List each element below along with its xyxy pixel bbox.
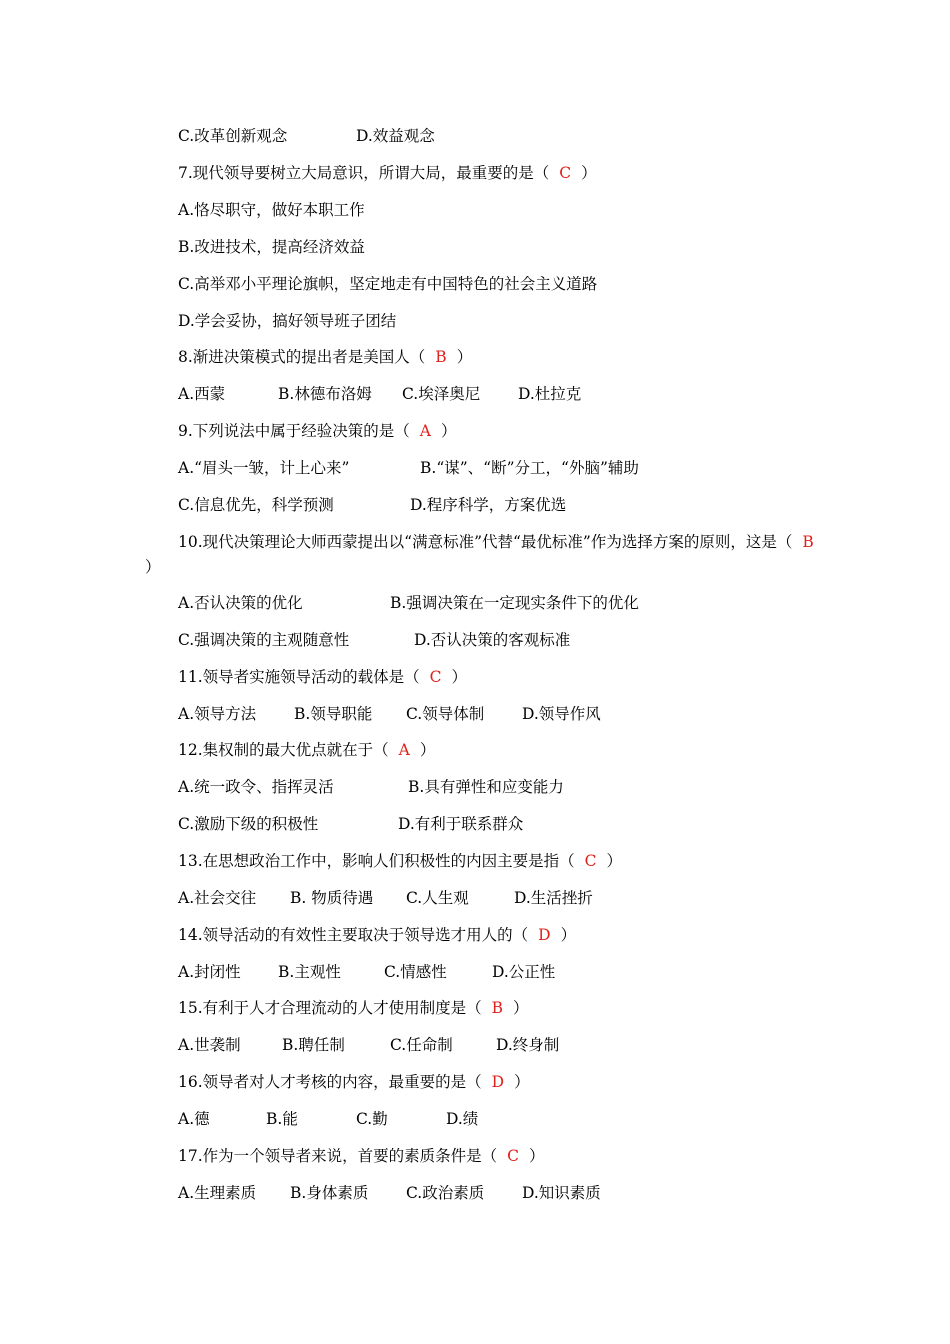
question-close-paren: ） — [145, 558, 161, 576]
question-close-paren: ） — [456, 348, 473, 366]
answer-letter: B — [802, 533, 814, 551]
question-close-paren: ） — [514, 1073, 530, 1091]
question-line — [178, 997, 529, 1019]
answer-letter: A — [419, 422, 431, 440]
option-text: B.“谋”、“断”分工，“外脑”辅助 — [420, 459, 639, 477]
option-text: A.恪尽职守，做好本职工作 — [178, 201, 365, 219]
option-text: A.封闭性 — [178, 963, 241, 981]
option-text: C.政治素质 — [406, 1184, 485, 1202]
answer-letter: C — [429, 668, 442, 686]
question-line — [178, 420, 457, 442]
option-text: C.强调决策的主观随意性 — [178, 631, 350, 649]
option-text: C.领导体制 — [406, 705, 485, 723]
question-text: 15.有利于人才合理流动的人才使用制度是（ — [178, 999, 482, 1017]
question-text: 11.领导者实施领导活动的载体是（ — [178, 668, 420, 686]
question-text: 7.现代领导要树立大局意识，所谓大局，最重要的是（ — [178, 164, 550, 182]
option-text: D.杜拉克 — [518, 385, 582, 403]
question-close-paren: ） — [419, 741, 436, 759]
answer-letter: D — [491, 1073, 505, 1091]
question-line — [178, 739, 435, 761]
option-text: A.“眉头一皱，计上心来” — [178, 459, 350, 477]
answer-letter: C — [559, 164, 572, 182]
question-line — [178, 924, 576, 946]
answer-letter: D — [538, 926, 551, 944]
answer-letter: B — [491, 999, 504, 1017]
option-text: B.改进技术，提高经济效益 — [178, 238, 365, 256]
option-text: B.能 — [266, 1110, 298, 1128]
option-text: C.情感性 — [384, 963, 447, 981]
option-text: D.有利于联系群众 — [398, 815, 524, 833]
option-text: A.西蒙 — [178, 385, 226, 403]
option-text: B.主观性 — [278, 963, 341, 981]
question-close-paren: ） — [606, 852, 623, 870]
option-text: D.绩 — [446, 1110, 479, 1128]
option-text: C.高举邓小平理论旗帜，坚定地走有中国特色的社会主义道路 — [178, 275, 598, 293]
option-text: C.改革创新观念 — [178, 127, 288, 145]
option-text: B.身体素质 — [290, 1184, 369, 1202]
question-text: 13.在思想政治工作中，影响人们积极性的内因主要是指（ — [178, 852, 575, 870]
answer-letter: C — [584, 852, 597, 870]
question-line — [178, 162, 597, 184]
option-text: D.学会妥协，搞好领导班子团结 — [178, 312, 397, 330]
question-text: 8.渐进决策模式的提出者是美国人（ — [178, 348, 426, 366]
option-text: B.聘任制 — [282, 1036, 345, 1054]
option-text: B.领导职能 — [294, 705, 373, 723]
question-line — [178, 346, 472, 368]
option-text: A.世袭制 — [178, 1036, 241, 1054]
answer-letter: C — [507, 1147, 520, 1165]
option-text: C.任命制 — [390, 1036, 453, 1054]
question-close-paren: ） — [451, 668, 468, 686]
question-close-paren: ） — [441, 422, 457, 440]
option-text: D.领导作风 — [522, 705, 601, 723]
question-close-paren: ） — [560, 926, 577, 944]
question-close-paren: ） — [581, 164, 597, 182]
option-text: D.终身制 — [496, 1036, 560, 1054]
question-line — [178, 1145, 545, 1167]
question-line — [178, 666, 467, 688]
option-text: A.生理素质 — [178, 1184, 257, 1202]
option-text: B. 物质待遇 — [290, 889, 374, 907]
question-text: 17.作为一个领导者来说，首要的素质条件是（ — [178, 1147, 498, 1165]
option-text: D.生活挫折 — [514, 889, 593, 907]
option-text: B.具有弹性和应变能力 — [408, 778, 564, 796]
option-text: D.否认决策的客观标准 — [414, 631, 571, 649]
answer-letter: B — [435, 348, 447, 366]
option-text: D.知识素质 — [522, 1184, 601, 1202]
question-text: 12.集权制的最大优点就在于（ — [178, 741, 389, 759]
option-text: A.统一政令、指挥灵活 — [178, 778, 334, 796]
option-text: A.否认决策的优化 — [178, 594, 303, 612]
question-line — [178, 850, 622, 872]
question-text: 10.现代决策理论大师西蒙提出以“满意标准”代替“最优标准”作为选择方案的原则，这是（ — [178, 533, 793, 551]
question-line — [178, 1071, 530, 1093]
option-text: D.公正性 — [492, 963, 556, 981]
option-text: C.信息优先，科学预测 — [178, 496, 334, 514]
option-text: D.程序科学，方案优选 — [410, 496, 567, 514]
option-text: C.人生观 — [406, 889, 469, 907]
option-text: B.林德布洛姆 — [278, 385, 372, 403]
question-close-paren: ） — [529, 1147, 545, 1165]
option-text: A.社会交往 — [178, 889, 257, 907]
option-text: C.激励下级的积极性 — [178, 815, 319, 833]
option-text: B.强调决策在一定现实条件下的优化 — [390, 594, 639, 612]
option-text: C.勤 — [356, 1110, 388, 1128]
question-close-paren: ） — [513, 999, 529, 1017]
question-line — [145, 530, 825, 580]
option-text: A.领导方法 — [178, 705, 257, 723]
question-text: 9.下列说法中属于经验决策的是（ — [178, 422, 410, 440]
option-text: D.效益观念 — [356, 127, 435, 145]
option-text: C.埃泽奥尼 — [402, 385, 481, 403]
question-text: 16.领导者对人才考核的内容，最重要的是（ — [178, 1073, 482, 1091]
answer-letter: A — [398, 741, 410, 759]
option-text: A.德 — [178, 1110, 210, 1128]
question-text: 14.领导活动的有效性主要取决于领导选才用人的（ — [178, 926, 529, 944]
